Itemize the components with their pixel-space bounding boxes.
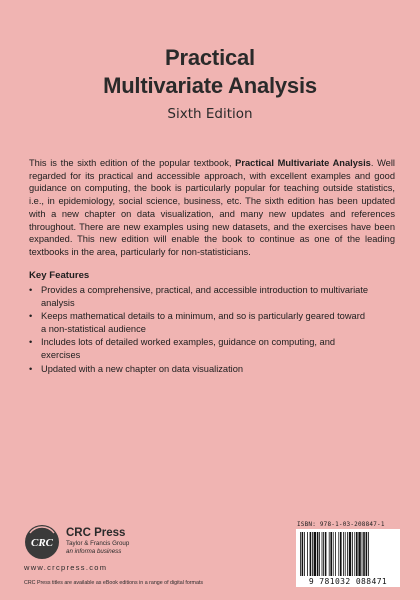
barcode-number: 9 781032 088471 [308,577,388,586]
book-description [29,157,395,259]
title-line-2: Multivariate Analysis [103,73,317,98]
description-book-title: Practical Multivariate Analysis [235,158,371,168]
feature-text: Includes lots of detailed worked examples, guidance on computing, and exercises [41,337,336,360]
feature-item [29,363,369,376]
title-line-1: Practical [165,45,255,70]
isbn-barcode [296,529,400,587]
feature-text: Updated with a new chapter on data visualization [41,363,244,374]
bullet-icon: • [29,337,33,348]
feature-text: Provides a comprehensive, practical, and accessible introduction to multivariate analysis [41,285,369,308]
feature-item [29,310,369,335]
feature-text: Keeps mathematical details to a minimum, and so is particularly geared toward a non-statistical audience [41,311,365,334]
publisher-website: www.crcpress.com [24,563,108,572]
barcode-bars [300,532,396,576]
logo-text: CRC [30,537,54,549]
key-features-heading: Key Features [29,270,90,281]
bullet-icon: • [29,363,33,374]
isbn-label: ISBN: 978-1-03-208847-1 [297,521,385,528]
bullet-icon: • [29,285,33,295]
crc-press-logo-icon [24,524,60,560]
title-block [0,44,420,122]
feature-item [29,336,369,361]
publisher-group: Taylor & Francis Group [66,540,130,547]
publisher-tagline: an informa business [66,548,122,555]
key-features-list [29,284,369,376]
ebook-footnote: CRC Press titles are available as eBook editions in a range of digital formats [24,580,204,586]
edition-label: Sixth Edition [167,106,253,122]
publisher-name: CRC Press [66,527,126,539]
publisher-info [66,527,129,556]
feature-item [29,284,369,309]
bullet-icon: • [29,311,33,322]
description-rest: . Well regarded for its practical and accessible approach, with excellent examples and good guidance on computing, the book is particularly popular for teaching outside statistics, i.e., in epidemiology, social science, business, etc. The sixth edition has been updated with a new chapter on data visualization, and many new updates and references throughout. There are new examples using new datasets, and the exercises have been expanded. This new edition will enable the book to continue as one of the leading textbooks in the area, particularly for non-statisticians. [29,158,395,257]
description-start: This is the sixth edition of the popular textbook, [29,158,236,168]
